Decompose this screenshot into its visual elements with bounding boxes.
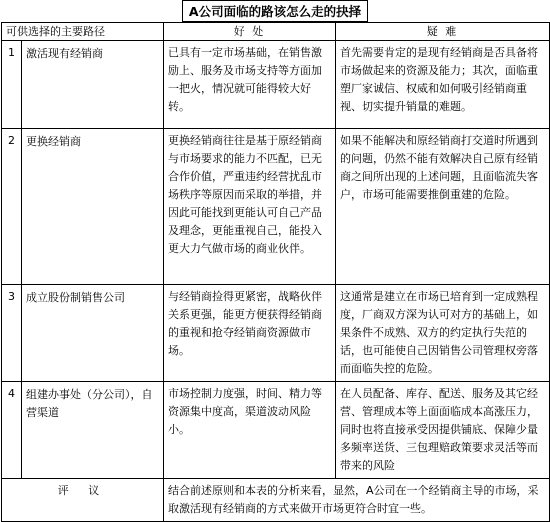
evaluation-text: 结合前述原则和本表的分析来看，显然，A公司在一个经销商主导的市场，采取激活现有经销商的方式来做开市场更符合时宜一些。 (164, 479, 550, 522)
path-cell: 更换经销商 (22, 129, 164, 285)
row-number: 3 (2, 285, 22, 382)
pros-cell: 已具有一定市场基础，在销售激励上、服务及市场支持等方面加一把火，情况就可能得较大好转。 (164, 41, 336, 129)
pros-cell: 与经销商捡得更紧密，战略伙伴关系更强，能更方便获得经销商的重视和抢夺经销商资源做市场。 (164, 285, 336, 382)
row-number: 2 (2, 129, 22, 285)
path-cell: 激活现有经销商 (22, 41, 164, 129)
row-number: 4 (2, 382, 22, 479)
header-cons: 疑 难 (336, 23, 550, 41)
table-title-box (0, 0, 550, 22)
cons-cell: 如果不能解决和原经销商打交道时所遇到的问题，仍然不能有效解决自己原有经销商之间所出现的上述问题，且面临流失客户，市场可能需要推倒重建的危险。 (336, 129, 550, 285)
header-path: 可供选择的主要路径 (2, 23, 164, 41)
header-row (2, 23, 550, 41)
path-cell: 成立股份制销售公司 (22, 285, 164, 382)
cons-cell: 在人员配备、库存、配送、服务及其它经营、管理成本等上面面临成本高涨压力，同时也将直接承受因提供铺底、保障少量多频率送货、三包理赔政策要求灵活等而带来的风险 (336, 382, 550, 479)
table-row (2, 285, 550, 382)
pros-cell: 市场控制力度强，时间、精力等资源集中度高，渠道波动风险小。 (164, 382, 336, 479)
header-pros: 好 处 (164, 23, 336, 41)
evaluation-label: 评 议 (2, 479, 164, 522)
cons-cell: 首先需要肯定的是现有经销商是否具备将市场做起来的资源及能力；其次，面临重塑厂家诚信、权威和如何吸引经销商重视、切实提升销量的难题。 (336, 41, 550, 129)
decision-table (1, 22, 550, 522)
cons-cell: 这通常是建立在市场已培育到一定成熟程度，厂商双方深为认可对方的基础上，如果条件不成熟、双方的约定执行失范的话，也可能使自己因销售公司管理权旁落而面临失控的危险。 (336, 285, 550, 382)
row-number: 1 (2, 41, 22, 129)
table-title: A公司面临的路该怎么走的抉择 (182, 0, 368, 22)
table-row (2, 382, 550, 479)
path-cell: 组建办事处（分公司），自营渠道 (22, 382, 164, 479)
table-row (2, 41, 550, 129)
pros-cell: 更换经销商往往是基于原经销商与市场要求的能力不匹配，已无合作价值，严重违约经营扰乱市场秩序等原因而采取的举措，并因此可能找到更能认可自己产品及理念，更能重视自己，能投入更大力气做市场的商业伙伴。 (164, 129, 336, 285)
table-row (2, 129, 550, 285)
evaluation-row (2, 479, 550, 522)
